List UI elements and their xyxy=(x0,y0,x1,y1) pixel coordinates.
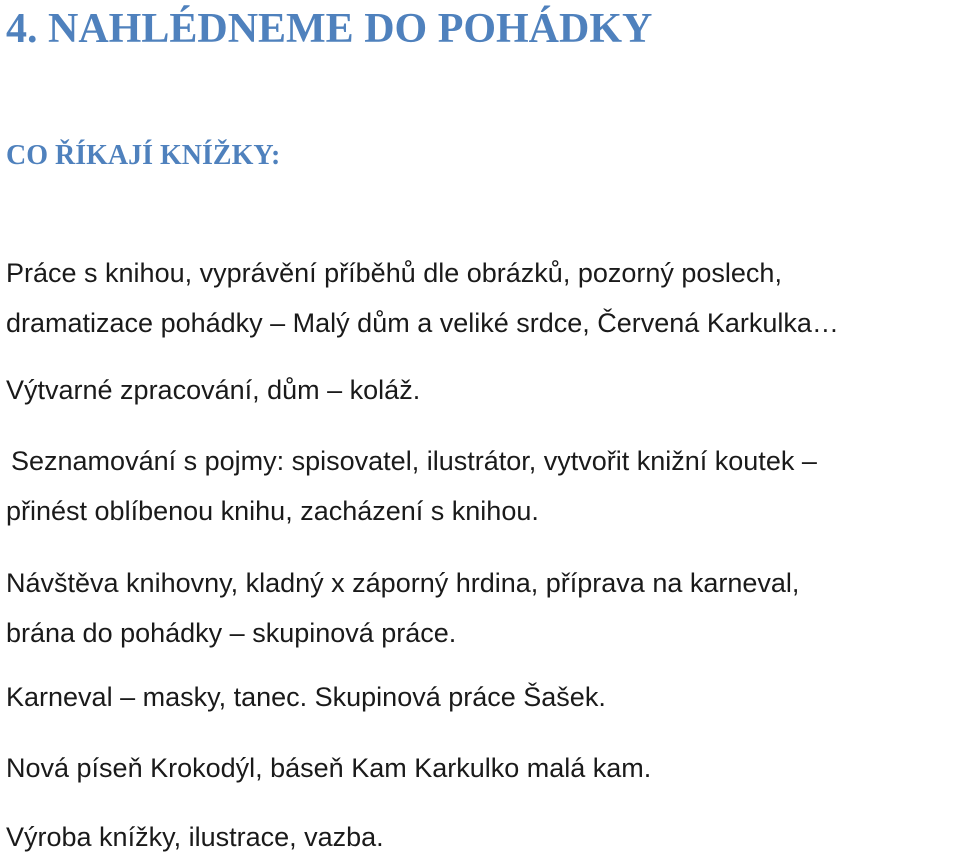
section-heading: CO ŘÍKAJÍ KNÍŽKY: xyxy=(6,140,281,171)
page-title: 4. NAHLÉDNEME DO POHÁDKY xyxy=(6,6,653,52)
paragraph-line: Nová píseň Krokodýl, báseň Kam Karkulko malá kam. xyxy=(6,753,652,783)
paragraph-line: Výroba knížky, ilustrace, vazba. xyxy=(6,822,384,852)
paragraph-line: přinést oblíbenou knihu, zacházení s knihou. xyxy=(6,496,539,526)
paragraph-books-work xyxy=(6,248,839,348)
paragraph-concepts xyxy=(6,436,817,536)
paragraph-line: Karneval – masky, tanec. Skupinová práce Šašek. xyxy=(6,682,606,712)
paragraph-song xyxy=(6,743,651,793)
paragraph-line: Seznamování s pojmy: spisovatel, ilustrátor, vytvořit knižní koutek – xyxy=(11,446,817,476)
paragraph-line: brána do pohádky – skupinová práce. xyxy=(6,618,457,648)
paragraph-line: Práce s knihou, vyprávění příběhů dle obrázků, pozorný poslech, xyxy=(6,258,782,288)
paragraph-art xyxy=(6,365,420,415)
paragraph-library xyxy=(6,558,799,658)
paragraph-line: Výtvarné zpracování, dům – koláž. xyxy=(6,375,421,405)
paragraph-carnival xyxy=(6,672,606,722)
paragraph-bookmaking xyxy=(6,812,384,862)
paragraph-line: dramatizace pohádky – Malý dům a veliké srdce, Červená Karkulka… xyxy=(6,308,839,338)
paragraph-line: Návštěva knihovny, kladný x záporný hrdina, příprava na karneval, xyxy=(6,568,800,598)
